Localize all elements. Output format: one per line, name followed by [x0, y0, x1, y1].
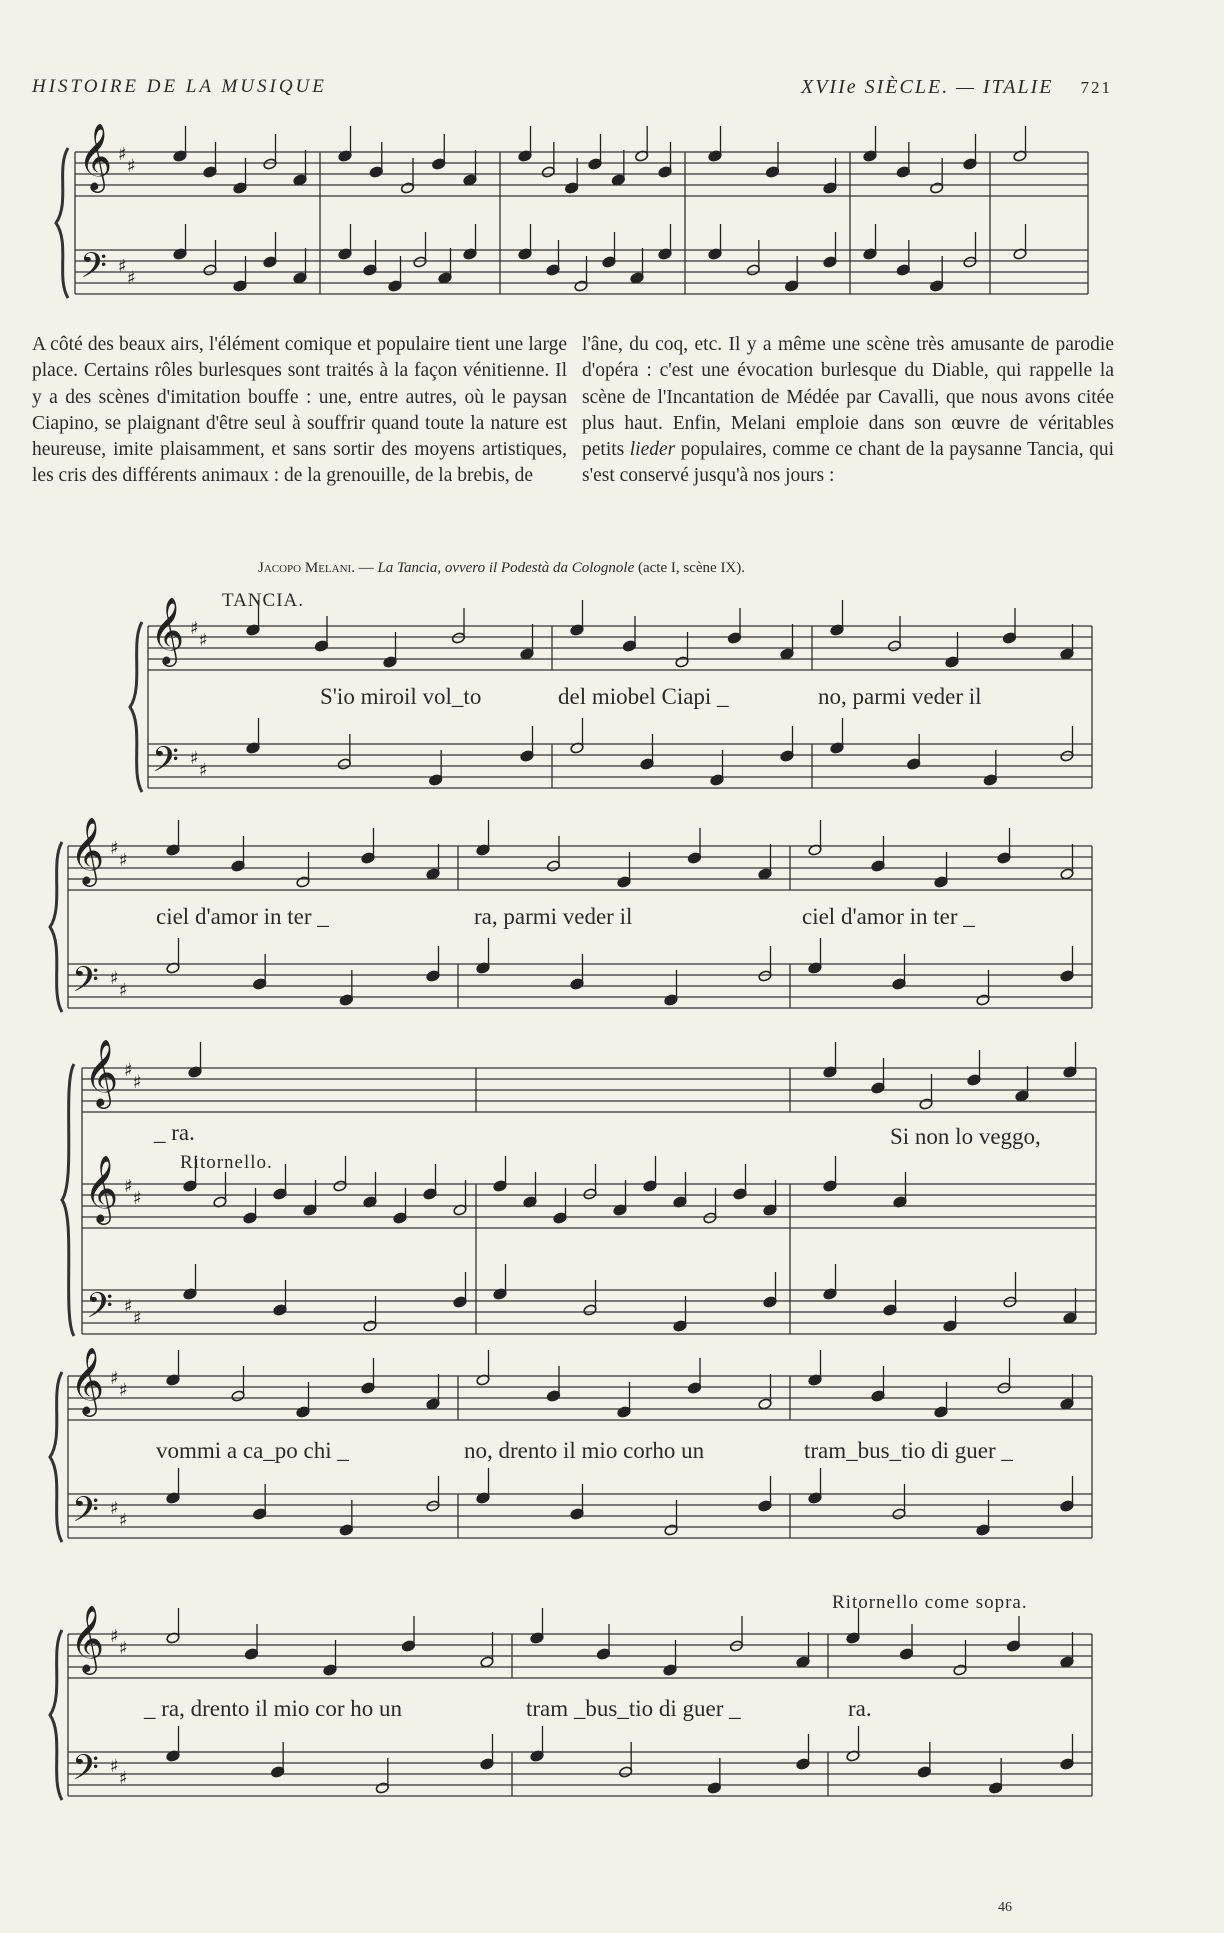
treble-clef: 𝄞 — [150, 596, 185, 664]
key-signature: ♯ — [127, 268, 136, 289]
role-label: TANCIA. — [222, 590, 304, 611]
lyric: ciel d'amor in ter _ — [156, 904, 329, 929]
ritornello-come-sopra-label: Ritornello come sopra. — [832, 1592, 1028, 1613]
lyric: no, parmi veder il — [818, 684, 982, 709]
key-signature: ♯ — [133, 1308, 142, 1329]
key-signature: ♯ — [127, 156, 136, 177]
brace — [50, 842, 62, 1012]
key-signature: ♯ — [119, 850, 128, 871]
caption-composer: Jacopo Melani. — [258, 560, 355, 576]
key-signature: ♯ — [119, 1638, 128, 1659]
lyric: _ ra, drento il mio cor ho un — [144, 1696, 403, 1721]
key-signature: ♯ — [119, 980, 128, 1001]
key-signature: ♯ — [133, 1072, 142, 1093]
brace — [50, 1372, 62, 1542]
key-signature: ♯ — [119, 1510, 128, 1531]
key-signature: ♯ — [110, 1756, 119, 1777]
brace — [62, 1064, 74, 1336]
key-signature: ♯ — [119, 1380, 128, 1401]
key-signature: ♯ — [110, 1368, 119, 1389]
bass-clef: 𝄢 — [72, 1489, 100, 1538]
caption-detail: (acte I, scène IX). — [634, 560, 746, 576]
key-signature: ♯ — [118, 144, 127, 165]
key-signature: ♯ — [110, 1498, 119, 1519]
lyric: ra, parmi veder il — [474, 904, 633, 929]
key-signature: ♯ — [124, 1060, 133, 1081]
key-signature: ♯ — [110, 838, 119, 859]
lyric: ciel d'amor in ter _ — [802, 904, 975, 929]
lyric: tram_bus_tio di guer _ — [804, 1438, 1013, 1463]
prose-right-text-b: populaires, comme ce chant de la paysanne Tancia, qui s'est conservé jusqu'à nos jours : — [582, 439, 1114, 487]
lyric: _ ra. — [154, 1120, 195, 1145]
key-signature: ♯ — [110, 968, 119, 989]
lyric: no, drento il mio corho un — [464, 1438, 705, 1463]
lyric: Si non lo veggo, — [890, 1124, 1041, 1149]
lyric: ra. — [848, 1696, 872, 1721]
key-signature: ♯ — [110, 1626, 119, 1647]
lyric: tram _bus_tio di guer _ — [526, 1696, 741, 1721]
treble-clef: 𝄞 — [84, 1038, 119, 1106]
bass-clef: 𝄢 — [152, 739, 180, 788]
signature-mark: 46 — [998, 1900, 1012, 1915]
treble-clef: 𝄞 — [84, 1154, 119, 1222]
lyric: del miobel Ciapi _ — [558, 684, 729, 709]
prose-right-text-a: l'âne, du coq, etc. Il y a même une scène très amusante de parodie d'opéra : c'est une évocation burlesque du Diable, qui rappelle la scène de l'Incantation de Médée par Cavalli, que nous avons citée plus haut. Enfin, Melani emploie dans son œuvre de véritables petits — [582, 334, 1114, 461]
prose-right-emphasis: lieder — [629, 439, 676, 461]
bass-clef: 𝄢 — [80, 245, 108, 294]
bass-clef: 𝄢 — [72, 1747, 100, 1796]
bass-clef: 𝄢 — [86, 1285, 114, 1334]
ritornello-label: Ritornello. — [180, 1152, 273, 1173]
page-number: 721 — [1080, 78, 1112, 97]
brace — [50, 1630, 62, 1800]
bass-clef: 𝄢 — [72, 959, 100, 1008]
key-signature: ♯ — [119, 1768, 128, 1789]
treble-clef: 𝄞 — [70, 816, 105, 884]
music-caption — [258, 560, 745, 577]
key-signature: ♯ — [190, 618, 199, 639]
treble-clef: 𝄞 — [70, 1604, 105, 1672]
caption-title: La Tancia, ovvero il Podestà da Colognole — [377, 560, 635, 576]
lyric: S'io miroil vol_to — [320, 684, 482, 709]
key-signature: ♯ — [199, 630, 208, 651]
caption-dash: — — [354, 560, 378, 576]
header-title: HISTOIRE DE LA MUSIQUE — [32, 76, 327, 97]
header-section-title: XVIIe SIÈCLE. — ITALIE — [801, 76, 1054, 98]
key-signature: ♯ — [124, 1176, 133, 1197]
key-signature: ♯ — [124, 1296, 133, 1317]
prose-right-column — [582, 332, 1114, 490]
treble-clef: 𝄞 — [70, 1346, 105, 1414]
prose-left-column: A côté des beaux airs, l'élément comique et populaire tient une large place. Certains rôles burlesques sont traités à la façon vénitienne. Il y a des scènes d'imitation bouffe : une, entre autres, où le paysan Ciapino, se plaignant d'être seul à souffrir quand toute la nature est heureuse, imite plaisamment, et sans sortir des moyens artistiques, les cris des différents animaux : de la grenouille, de la brebis, de — [32, 334, 567, 487]
brace — [56, 148, 68, 298]
key-signature: ♯ — [133, 1188, 142, 1209]
treble-clef: 𝄞 — [78, 122, 113, 190]
brace — [130, 622, 142, 792]
key-signature: ♯ — [190, 748, 199, 769]
lyric: vommi a ca_po chi _ — [156, 1438, 349, 1463]
key-signature: ♯ — [199, 760, 208, 781]
key-signature: ♯ — [118, 256, 127, 277]
